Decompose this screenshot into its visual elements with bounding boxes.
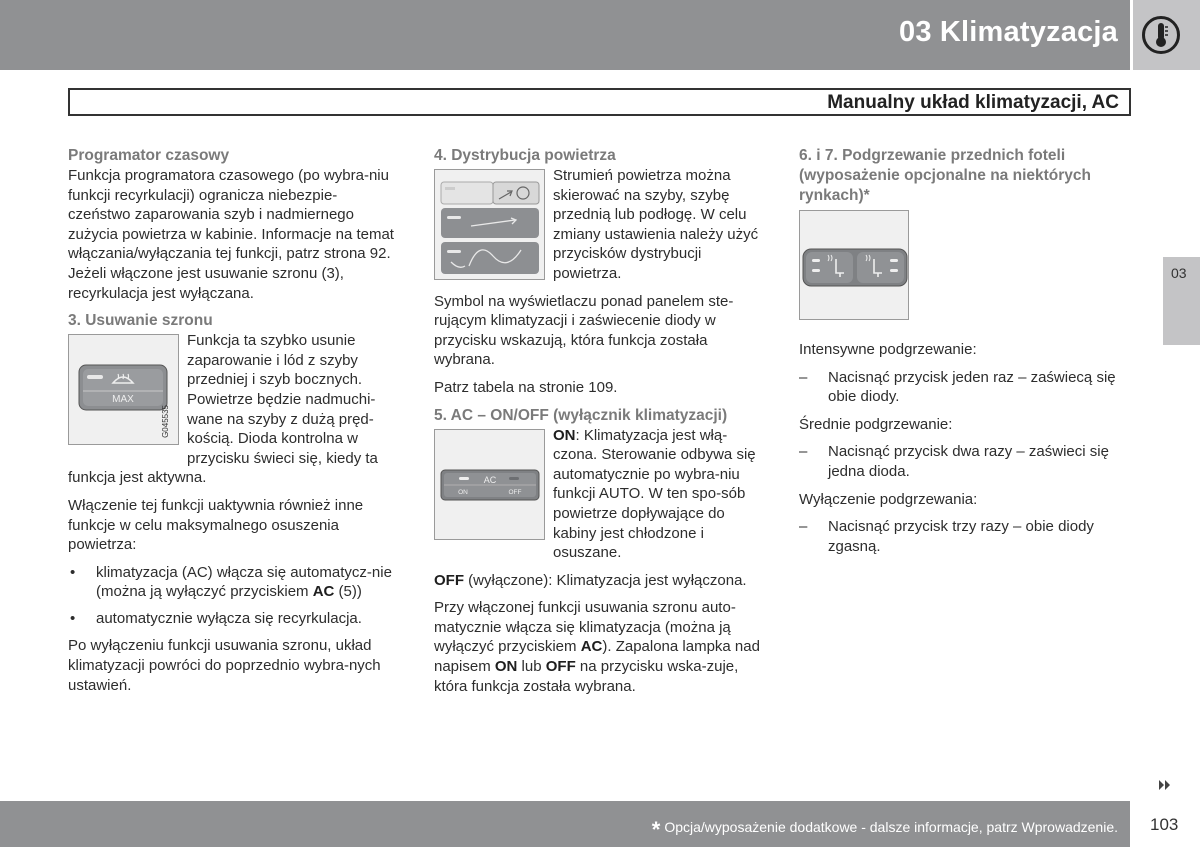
column-2 bbox=[434, 146, 769, 704]
seat-heating-figure bbox=[799, 210, 909, 320]
air-distribution-figure bbox=[434, 169, 545, 280]
air-distribution-illustration bbox=[435, 170, 546, 281]
air-distribution-text: Strumień powietrza można skierować na szyby, szybę przednią lub podłogę. W celu zmiany ustawienia należy użyć przycisków dystrybucji powietrza. bbox=[553, 167, 759, 282]
ac-off-text: OFF (wyłączone): Klimatyzacja jest wyłączona. bbox=[434, 571, 747, 589]
defrost-button-figure bbox=[68, 334, 179, 445]
footer-note: * Opcja/wyposażenie dodatkowe - dalsze informacje, patrz Wprowadzenie. bbox=[651, 817, 1118, 842]
heading-ac-on-off: 5. AC – ON/OFF (wyłącznik klimatyzacji) bbox=[434, 406, 728, 424]
medium-heating-label: Średnie podgrzewanie: bbox=[799, 415, 953, 433]
intense-heating-label: Intensywne podgrzewanie: bbox=[799, 341, 977, 358]
see-table-text: Patrz tabela na stronie 109. bbox=[434, 378, 618, 396]
heading-seat-heating: 6. i 7. Podgrzewanie przednich foteli (wyposażenie opcjonalne na niektórych rynkach)* bbox=[799, 147, 1091, 204]
ac-button-illustration bbox=[435, 430, 546, 541]
ac-on-label: ON bbox=[458, 488, 468, 496]
chapter-side-tab-label: 03 bbox=[1171, 265, 1187, 281]
thermometer-icon bbox=[1141, 15, 1181, 55]
list-item: – Nacisnąć przycisk trzy razy – obie diody zgasną. bbox=[799, 517, 1134, 556]
defrost-functions-intro: Włączenie tej funkcji uaktywnia również inne funkcje w celu maksymalnego osuszenia powietrza: bbox=[68, 496, 364, 554]
ac-on-text: ON: Klimatyzacja jest włą-czona. Sterowanie odbywa się automatycznie po wybra-niu funkcji AUTO. W ten spo-sób powietrze dopływające do kabiny jest chłodzone i osuszane. bbox=[553, 426, 756, 562]
figure-code: G045535 bbox=[161, 405, 171, 439]
timer-text: Funkcja programatora czasowego (po wybra-niu funkcji recyrkulacji) ogranicza niebezpie-czeństwo zaparowania szyb i nadmiernego zużycia powietrza w kabinie. Informacje na temat włączania/wyłączania tej funkcji, patrz strona 92. Jeżeli włączone jest usuwanie szronu (3), recyrkulacja jest wyłączana. bbox=[68, 167, 394, 302]
defrost-functions-list bbox=[68, 563, 398, 629]
display-symbol-text: Symbol na wyświetlaczu ponad panelem ste-rującym klimatyzacji i zaświecenie diody w przycisku wskazują, która funkcja została wybrana. bbox=[434, 292, 734, 369]
intense-heating-steps bbox=[799, 368, 1134, 407]
heading-air-distribution: 4. Dystrybucja powietrza bbox=[434, 147, 616, 164]
seat-heating-illustration bbox=[800, 211, 910, 321]
defrost-text: Funkcja ta szybko usunie zaparowanie i lód z szyby przedniej i szyb bocznych. Powietrze będzie nadmuchi-wane na szyby z dużą pręd-kością. Dioda kontrolna w przycisku świeci się, kiedy ta funkcja jest aktywna. bbox=[68, 332, 378, 487]
section-title: Manualny układ klimatyzacji, AC bbox=[827, 92, 1119, 113]
ac-button-figure bbox=[434, 429, 545, 540]
list-item: • klimatyzacja (AC) włącza się automatycz-nie (można ją wyłączyć przyciskiem AC (5)) bbox=[68, 563, 398, 602]
heating-off-steps bbox=[799, 517, 1134, 556]
heating-off-label: Wyłączenie podgrzewania: bbox=[799, 490, 978, 508]
section-title-box bbox=[68, 88, 1131, 116]
ac-defrost-text: Przy włączonej funkcji usuwania szronu auto-matycznie włącza się klimatyzacja (można ją wyłączyć przyciskiem AC). Zapalona lampka nad napisem ON lub OFF na przycisku wska-zuje, która funkcja została wybrana. bbox=[434, 599, 760, 695]
medium-heating-steps bbox=[799, 442, 1134, 481]
heading-defrost: 3. Usuwanie szronu bbox=[68, 312, 213, 330]
heading-timer: Programator czasowy bbox=[68, 147, 230, 164]
chapter-title: 03 Klimatyzacja bbox=[898, 16, 1118, 48]
max-label: MAX bbox=[112, 394, 134, 406]
ac-off-label: OFF bbox=[508, 488, 522, 496]
ac-label: AC bbox=[483, 474, 497, 485]
column-1 bbox=[68, 146, 398, 703]
next-page-arrows-icon bbox=[1158, 779, 1172, 791]
list-item: • automatycznie wyłącza się recyrkulacja. bbox=[68, 609, 398, 629]
page-number: 103 bbox=[1150, 815, 1179, 834]
list-item: – Nacisnąć przycisk jeden raz – zaświecą się obie diody. bbox=[799, 368, 1134, 407]
footer-star: * bbox=[651, 817, 661, 842]
list-item: – Nacisnąć przycisk dwa razy – zaświeci się jedna dioda. bbox=[799, 442, 1134, 481]
column-3 bbox=[799, 146, 1134, 564]
defrost-after-text: Po wyłączeniu funkcji usuwania szronu, układ klimatyzacji powróci do poprzednio wybra-nych ustawień. bbox=[68, 637, 381, 694]
